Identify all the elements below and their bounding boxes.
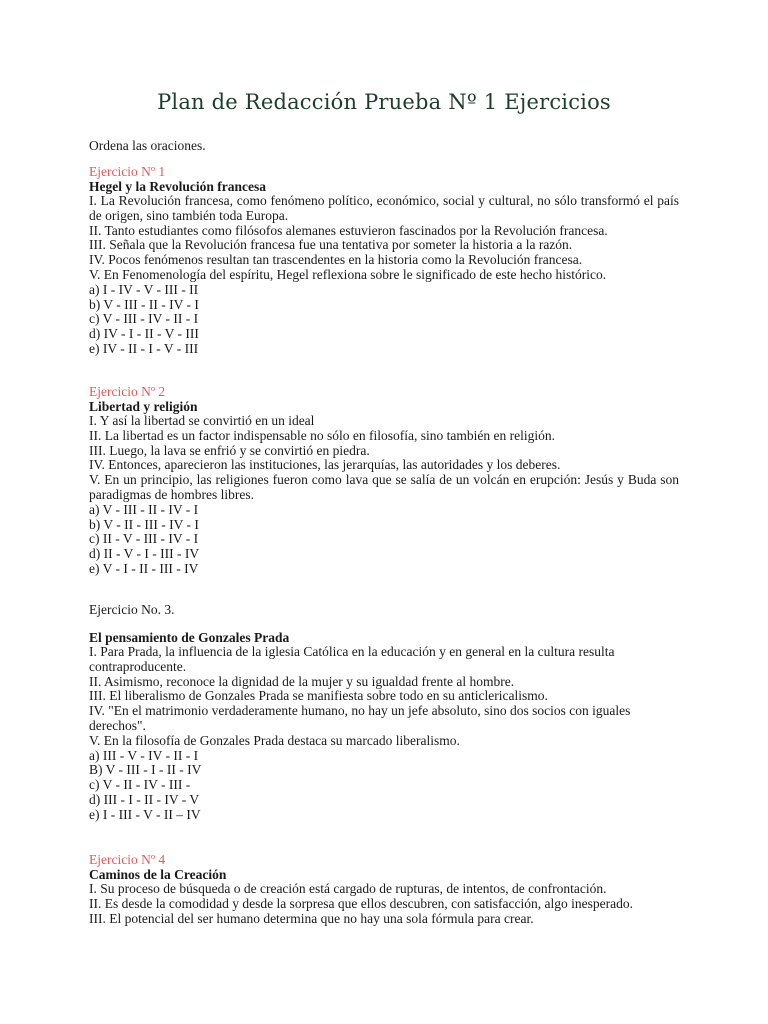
exercise-4 bbox=[89, 852, 679, 926]
sentence: IV. "En el matrimonio verdaderamente humano, no hay un jefe absoluto, sino dos socios con iguales derechos". bbox=[89, 703, 631, 733]
sentence: II. Asimismo, reconoce la dignidad de la mujer y su igualdad frente al hombre. bbox=[89, 673, 515, 689]
answer-option: c) II - V - III - IV - I bbox=[89, 531, 199, 547]
answer-option: B) V - III - I - II - IV bbox=[89, 762, 202, 778]
spacer bbox=[89, 617, 679, 630]
sentence: II. Es desde la comodidad y desde la sorpresa que ellos descubren, con satisfacción, algo inesperado. bbox=[89, 895, 633, 911]
sentence: I. Y así la libertad se convirtió en un ideal bbox=[89, 413, 315, 428]
exercise-4-sentences bbox=[89, 882, 679, 926]
exercise-3-sentences bbox=[89, 645, 679, 749]
instruction-text: Ordena las oraciones. bbox=[89, 138, 206, 153]
exercise-4-heading: Ejercicio Nº 4 bbox=[89, 852, 166, 867]
exercise-2-options bbox=[89, 503, 679, 577]
exercise-2-subtitle: Libertad y religión bbox=[89, 399, 198, 414]
sentence: III. El potencial del ser humano determina que no hay una sola fórmula para crear. bbox=[89, 910, 534, 926]
exercise-2-sentences bbox=[89, 414, 679, 503]
answer-option: a) I - IV - V - III - II bbox=[89, 281, 199, 297]
answer-option: b) V - II - III - IV - I bbox=[89, 516, 199, 532]
page-title: Plan de Redacción Prueba Nº 1 Ejercicios bbox=[157, 90, 611, 114]
exercise-1-sentences bbox=[89, 194, 679, 283]
sentence: III. El liberalismo de Gonzales Prada se manifiesta sobre todo en su anticlericalismo. bbox=[89, 688, 548, 704]
sentence: III. Señala que la Revolución francesa fue una tentativa por someter la historia a la razón. bbox=[89, 237, 573, 253]
exercise-1 bbox=[89, 164, 679, 357]
sentence: II. La libertad es un factor indispensable no sólo en filosofía, sino también en religión. bbox=[89, 427, 556, 443]
sentence: I. La Revolución francesa, como fenómeno político, económico, social y cultural, no sólo transformó el país de origen, sino también toda Europa. bbox=[89, 193, 679, 223]
sentence: III. Luego, la lava se enfrió y se convirtió en piedra. bbox=[89, 442, 370, 458]
sentence: I. Para Prada, la influencia de la iglesia Católica en la educación y en general en la cultura resulta contraproducente. bbox=[89, 644, 615, 674]
sentence: V. En un principio, las religiones fueron como lava que se salía de un volcán en erupción: Jesús y Buda son paradigmas de hombres libres. bbox=[89, 472, 679, 502]
sentence: IV. Entonces, aparecieron las instituciones, las jerarquías, las autoridades y los deberes. bbox=[89, 457, 561, 473]
exercise-2 bbox=[89, 384, 679, 577]
answer-option: c) V - III - IV - II - I bbox=[89, 311, 199, 327]
answer-option: e) IV - II - I - V - III bbox=[89, 340, 199, 356]
exercise-3 bbox=[89, 602, 679, 823]
answer-option: d) III - I - II - IV - V bbox=[89, 791, 200, 807]
sentence: I. Su proceso de búsqueda o de creación está cargado de rupturas, de intentos, de confrontación. bbox=[89, 881, 607, 896]
exercise-3-options bbox=[89, 749, 679, 823]
exercise-2-heading: Ejercicio Nº 2 bbox=[89, 384, 166, 399]
answer-option: e) V - I - II - III - IV bbox=[89, 560, 199, 576]
answer-option: e) I - III - V - II – IV bbox=[89, 806, 201, 822]
answer-option: d) II - V - I - III - IV bbox=[89, 546, 200, 562]
exercise-1-subtitle: Hegel y la Revolución francesa bbox=[89, 179, 266, 194]
exercise-1-options bbox=[89, 283, 679, 357]
answer-option: a) III - V - IV - II - I bbox=[89, 747, 199, 763]
answer-option: a) V - III - II - IV - I bbox=[89, 501, 199, 517]
exercise-4-subtitle: Caminos de la Creación bbox=[89, 867, 227, 882]
answer-option: c) V - II - IV - III - bbox=[89, 777, 191, 793]
sentence: V. En Fenomenología del espíritu, Hegel reflexiona sobre le significado de este hecho histórico. bbox=[89, 266, 607, 282]
sentence: V. En la filosofía de Gonzales Prada destaca su marcado liberalismo. bbox=[89, 732, 460, 748]
sentence: II. Tanto estudiantes como filósofos alemanes estuvieron fascinados por la Revolución francesa. bbox=[89, 222, 608, 238]
answer-option: d) IV - I - II - V - III bbox=[89, 326, 199, 342]
sentence: IV. Pocos fenómenos resultan tan trascendentes en la historia como la Revolución francesa. bbox=[89, 252, 583, 268]
exercise-1-heading: Ejercicio Nº 1 bbox=[89, 164, 166, 179]
answer-option: b) V - III - II - IV - I bbox=[89, 296, 199, 312]
exercise-3-subtitle: El pensamiento de Gonzales Prada bbox=[89, 630, 290, 645]
exercise-3-heading: Ejercicio No. 3. bbox=[89, 602, 175, 617]
